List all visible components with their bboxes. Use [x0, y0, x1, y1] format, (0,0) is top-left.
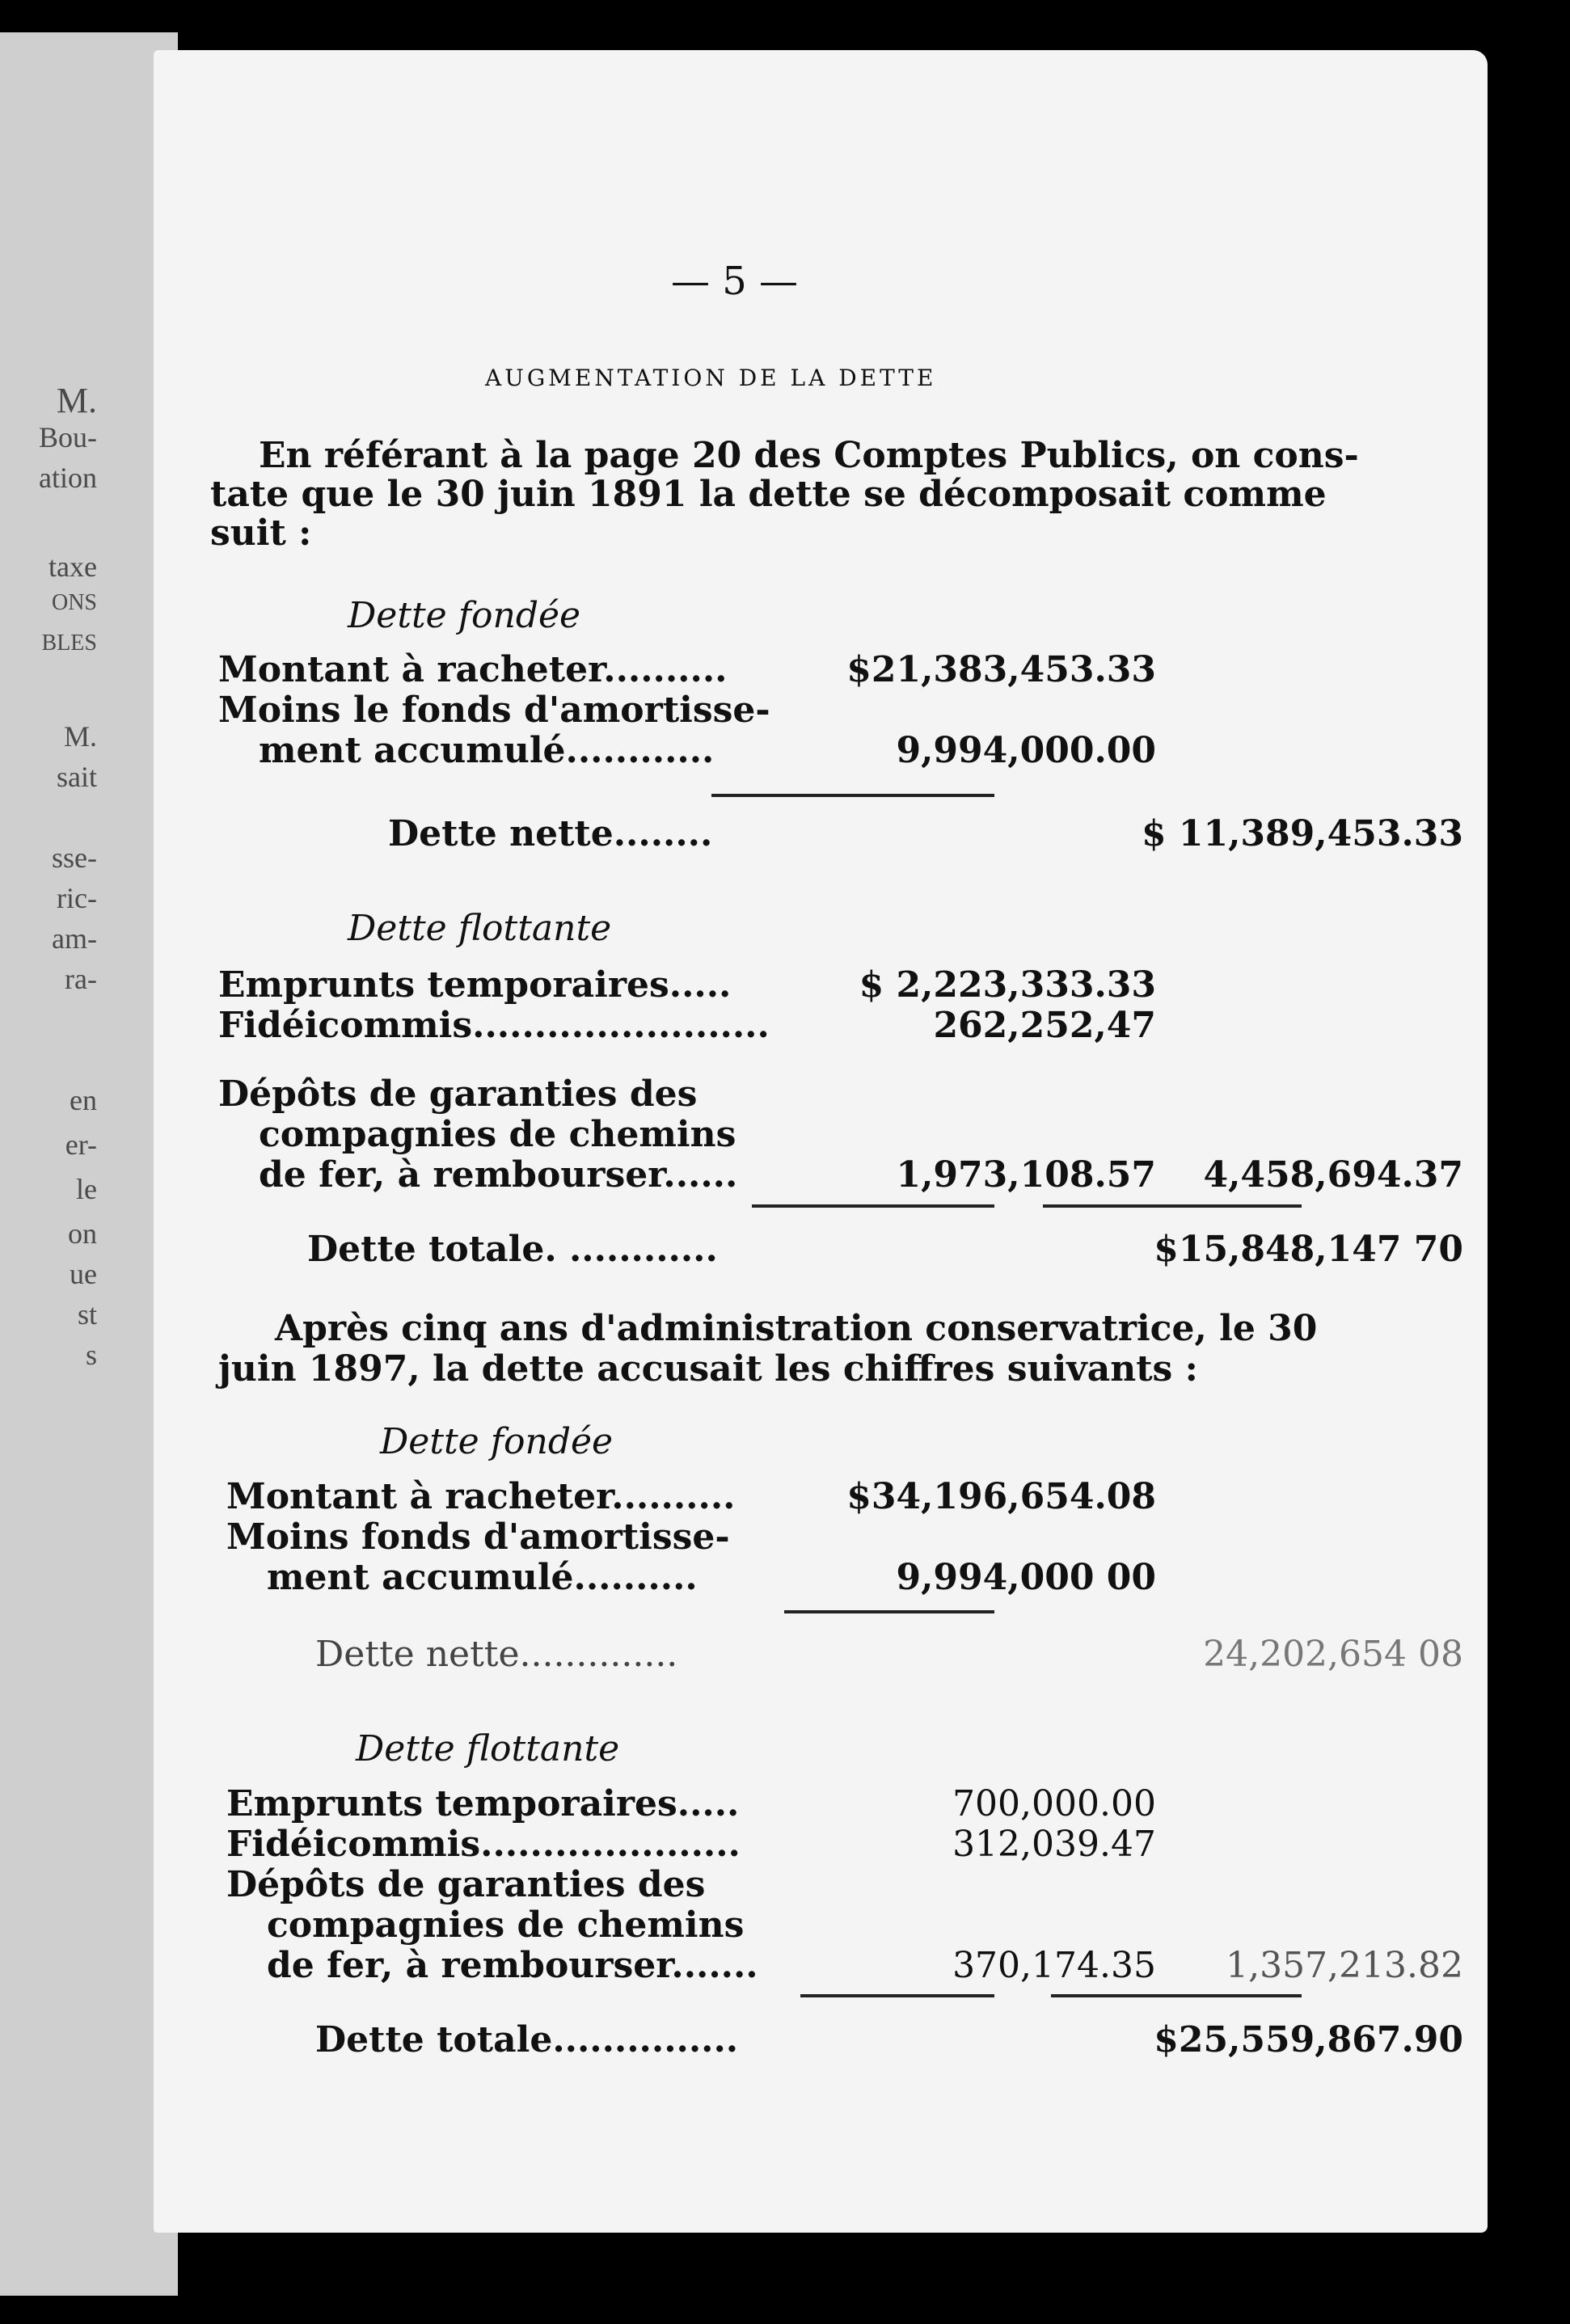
prev-margin-text: en	[70, 1084, 97, 1116]
prev-margin-text: taxe	[49, 550, 97, 583]
deposits-label: Dépôts de garanties des	[226, 1864, 706, 1905]
deposits-label: Dépôts de garanties des	[218, 1073, 698, 1115]
prev-margin-text: BLES	[41, 631, 97, 656]
funded-amount-value: $21,383,453.33	[846, 649, 1156, 690]
page-number: — 5 —	[671, 259, 799, 304]
prev-margin-text: Bou-	[39, 421, 97, 453]
total-debt-label: Dette totale...............	[315, 2019, 739, 2060]
net-debt-value: 24,202,654 08	[1203, 1634, 1463, 1675]
floating-total-value: 1,357,213.82	[1226, 1945, 1463, 1986]
prev-margin-text: er-	[65, 1128, 97, 1161]
funded-debt-heading: Dette fondée	[380, 1421, 614, 1462]
deposits-label: compagnies de chemins	[267, 1904, 745, 1946]
prev-margin-text: sse-	[52, 841, 97, 874]
floating-total-value: 4,458,694.37	[1203, 1154, 1463, 1196]
net-debt-label: Dette nette........	[388, 813, 713, 854]
temporary-loans-value: 700,000.00	[952, 1783, 1156, 1824]
prev-margin-text: M.	[63, 720, 97, 753]
divider-rule	[1051, 1994, 1302, 1997]
divider-rule	[711, 794, 994, 797]
temporary-loans-label: Emprunts temporaires.....	[218, 964, 732, 1006]
prev-margin-text: on	[68, 1217, 97, 1250]
total-debt-label: Dette totale. ............	[307, 1229, 718, 1270]
floating-debt-heading: Dette flottante	[356, 1728, 620, 1769]
net-debt-label: Dette nette..............	[315, 1634, 678, 1675]
intro-line: suit :	[210, 512, 312, 554]
divider-rule	[752, 1204, 994, 1208]
trust-funds-value: 262,252,47	[933, 1005, 1156, 1046]
total-debt-value: $15,848,147 70	[1154, 1229, 1463, 1270]
trust-funds-value: 312,039.47	[952, 1824, 1156, 1865]
trust-funds-label: Fidéicommis........................	[218, 1005, 770, 1046]
sinking-fund-label: ment accumulé............	[259, 730, 715, 771]
sinking-fund-label: Moins le fonds d'amortisse-	[218, 690, 770, 731]
funded-amount-label: Montant à racheter..........	[226, 1476, 736, 1517]
prev-margin-text: sait	[57, 761, 97, 793]
sinking-fund-label: ment accumulé..........	[267, 1557, 698, 1598]
funded-amount-label: Montant à racheter..........	[218, 649, 728, 690]
divider-rule	[1043, 1204, 1302, 1208]
deposits-label: compagnies de chemins	[259, 1114, 736, 1155]
prev-margin-text: ric-	[57, 882, 97, 914]
document-page	[154, 50, 1488, 2233]
divider-rule	[784, 1610, 994, 1613]
total-debt-value: $25,559,867.90	[1154, 2019, 1463, 2060]
deposits-value: 1,973,108.57	[896, 1154, 1156, 1196]
trust-funds-label: Fidéicommis.....................	[226, 1824, 741, 1865]
net-debt-value: $ 11,389,453.33	[1141, 813, 1463, 854]
section-title: AUGMENTATION DE LA DETTE	[485, 365, 937, 391]
prev-margin-text: M.	[56, 381, 97, 420]
funded-debt-heading: Dette fondée	[348, 595, 581, 636]
prev-margin-text: ONS	[51, 590, 97, 615]
temporary-loans-label: Emprunts temporaires.....	[226, 1783, 740, 1824]
intro-line: tate que le 30 juin 1891 la dette se décomposait comme	[210, 474, 1327, 515]
funded-amount-value: $34,196,654.08	[846, 1476, 1156, 1517]
deposits-label: de fer, à rembourser.......	[267, 1945, 758, 1986]
transition-line: Après cinq ans d'administration conservatrice, le 30	[275, 1308, 1318, 1349]
prev-margin-text: le	[76, 1173, 97, 1205]
prev-margin-text: am-	[52, 922, 97, 955]
prev-margin-text: ra-	[65, 963, 97, 995]
previous-page-edge	[0, 32, 178, 2296]
deposits-value: 370,174.35	[952, 1945, 1156, 1986]
prev-margin-text: st	[77, 1298, 97, 1331]
divider-rule	[800, 1994, 994, 1997]
sinking-fund-value: 9,994,000 00	[896, 1557, 1156, 1598]
sinking-fund-label: Moins fonds d'amortisse-	[226, 1516, 730, 1558]
floating-debt-heading: Dette flottante	[348, 908, 612, 949]
prev-margin-text: s	[85, 1339, 97, 1371]
sinking-fund-value: 9,994,000.00	[896, 730, 1156, 771]
transition-line: juin 1897, la dette accusait les chiffres suivants :	[218, 1348, 1198, 1390]
intro-line: En référant à la page 20 des Comptes Publics, on cons-	[259, 435, 1359, 476]
prev-margin-text: ue	[70, 1258, 97, 1290]
temporary-loans-value: $ 2,223,333.33	[859, 964, 1156, 1006]
deposits-label: de fer, à rembourser......	[259, 1154, 738, 1196]
prev-margin-text: ation	[39, 462, 97, 494]
